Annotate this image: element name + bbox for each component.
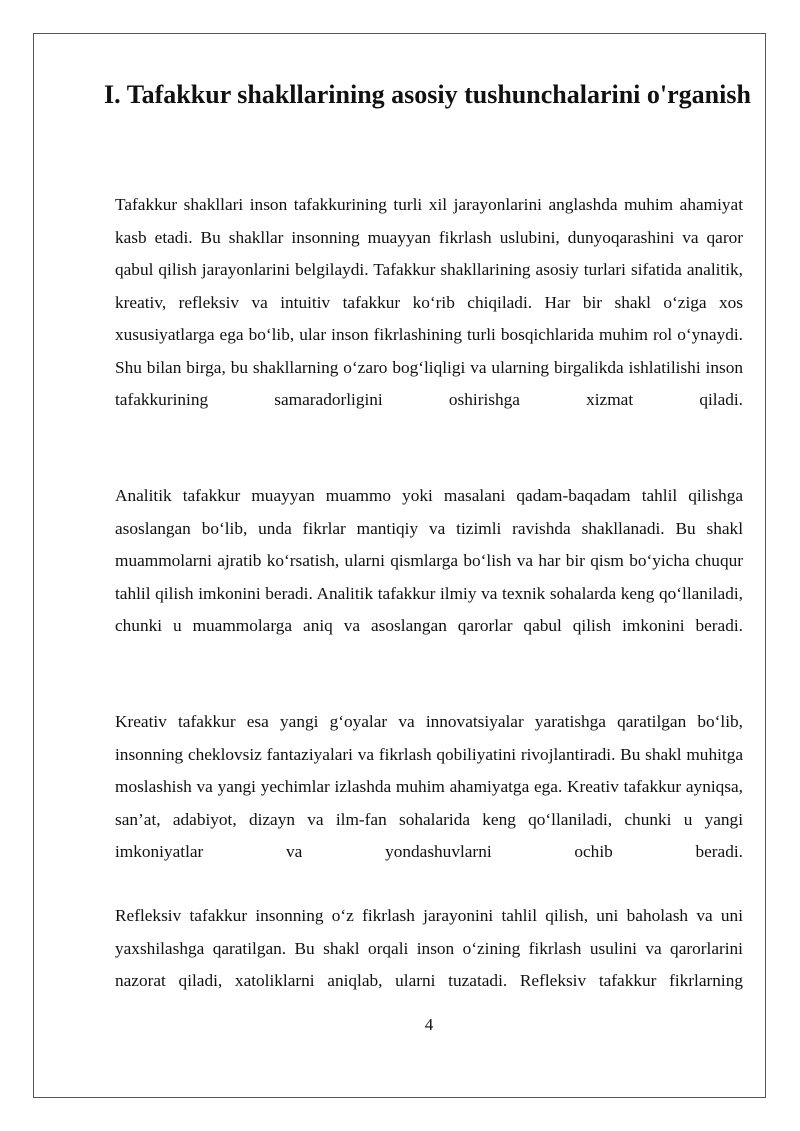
paragraph-intro: Tafakkur shakllari inson tafakkurining turli xil jarayonlarini anglashda muhim ahamiyat kasb etadi. Bu shakllar insonning muayyan fikrlash uslubini, dunyoqarashini va qaror qabul qilish jarayonlarini belgilaydi. Tafakkur shakllarining asosiy turlari sifatida analitik, kreativ, refleksiv va intuitiv tafakkur ko‘rib chiqiladi. Har bir shakl o‘ziga xos xususiyatlarga ega bo‘lib, ular inson fikrlashining turli bosqichlarida muhim rol o‘ynaydi. Shu bilan birga, bu shakllarning o‘zaro bog‘liqligi va ularning birgalikda ishlatilishi inson tafakkurining samaradorligini oshirishga xizmat qiladi. bbox=[115, 195, 743, 409]
paragraph-creative: Kreativ tafakkur esa yangi g‘oyalar va innovatsiyalar yaratishga qaratilgan bo‘lib, insonning cheklovsiz fantaziyalari va fikrlash qobiliyatini rivojlantiradi. Bu shakl muhitga moslashish va yangi yechimlar izlashda muhim ahamiyatga ega. Kreativ tafakkur ayniqsa, san’at, adabiyot, dizayn va ilm-fan sohalarida keng qo‘llaniladi, chunki u yangi imkoniyatlar va yondashuvlarni ochib beradi. bbox=[115, 712, 743, 861]
paragraph-reflexive: Refleksiv tafakkur insonning o‘z fikrlash jarayonini tahlil qilish, uni baholash va uni yaxshilashga qaratilgan. Bu shakl orqali inson o‘zining fikrlash usulini va qarorlarini nazorat qiladi, xatoliklarni aniqlab, ularni tuzatadi. Refleksiv tafakkur fikrlarning bbox=[115, 906, 743, 990]
page-number: 4 bbox=[424, 1015, 434, 1034]
page-title: I. Tafakkur shakllarining asosiy tushunchalarini o'rganish bbox=[104, 80, 751, 109]
paragraph-analytic: Analitik tafakkur muayyan muammo yoki masalani qadam-baqadam tahlil qilishga asoslangan bo‘lib, unda fikrlar mantiqiy va tizimli ravishda shakllanadi. Bu shakl muammolarni ajratib ko‘rsatish, ularni qismlarga bo‘lish va har bir qism bo‘yicha chuqur tahlil qilish imkonini beradi. Analitik tafakkur ilmiy va texnik sohalarda keng qo‘llaniladi, chunki u muammolarga aniq va asoslangan qarorlar qabul qilish imkonini beradi. bbox=[115, 486, 743, 635]
